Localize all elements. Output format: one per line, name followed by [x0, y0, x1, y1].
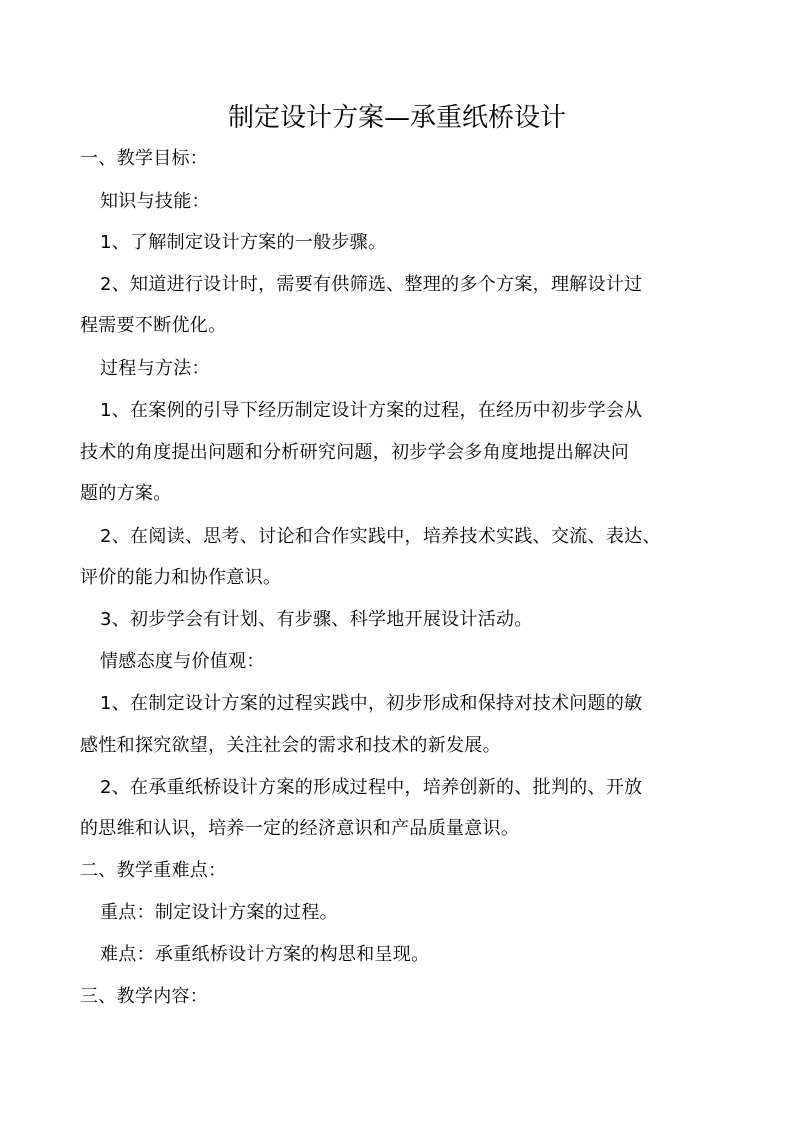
key-point: 重点：制定设计方案的过程。 [100, 902, 338, 923]
process-heading: 过程与方法： [100, 358, 210, 379]
process-item1-line1: 1、在案例的引导下经历制定设计方案的过程，在经历中初步学会从 [100, 400, 643, 421]
process-item2-line1: 2、在阅读、思考、讨论和合作实践中，培养技术实践、交流、表达、 [100, 526, 661, 547]
attitude-item2-line2: 的思维和认识，培养一定的经济意识和产品质量意识。 [80, 818, 520, 839]
process-item2-line2: 评价的能力和协作意识。 [80, 567, 282, 588]
process-item1-line3: 题的方案。 [80, 483, 172, 504]
knowledge-item1: 1、了解制定设计方案的一般步骤。 [100, 232, 387, 253]
attitude-item2-line1: 2、在承重纸桥设计方案的形成过程中，培养创新的、批判的、开放 [100, 777, 643, 798]
section1-heading: 一、教学目标： [80, 148, 209, 169]
process-item3: 3、初步学会有计划、有步骤、科学地开展设计活动。 [100, 609, 533, 630]
knowledge-item2-line2: 程需要不断优化。 [80, 315, 227, 336]
knowledge-item2-line1: 2、知道进行设计时，需要有供筛选、整理的多个方案，理解设计过 [100, 274, 643, 295]
knowledge-heading: 知识与技能： [100, 191, 210, 212]
attitude-item1-line2: 感性和探究欲望，关注社会的需求和技术的新发展。 [80, 735, 501, 756]
section2-heading: 二、教学重难点： [80, 860, 227, 881]
attitude-item1-line1: 1、在制定设计方案的过程实践中，初步形成和保持对技术问题的敏 [100, 693, 643, 714]
document-title: 制定设计方案—承重纸桥设计 [227, 103, 566, 133]
process-item1-line2: 技术的角度提出问题和分析研究问题，初步学会多角度地提出解决问 [80, 442, 629, 463]
attitude-heading: 情感态度与价值观： [100, 651, 265, 672]
section3-heading: 三、教学内容： [80, 986, 209, 1007]
difficulty: 难点：承重纸桥设计方案的构思和呈现。 [100, 944, 430, 965]
